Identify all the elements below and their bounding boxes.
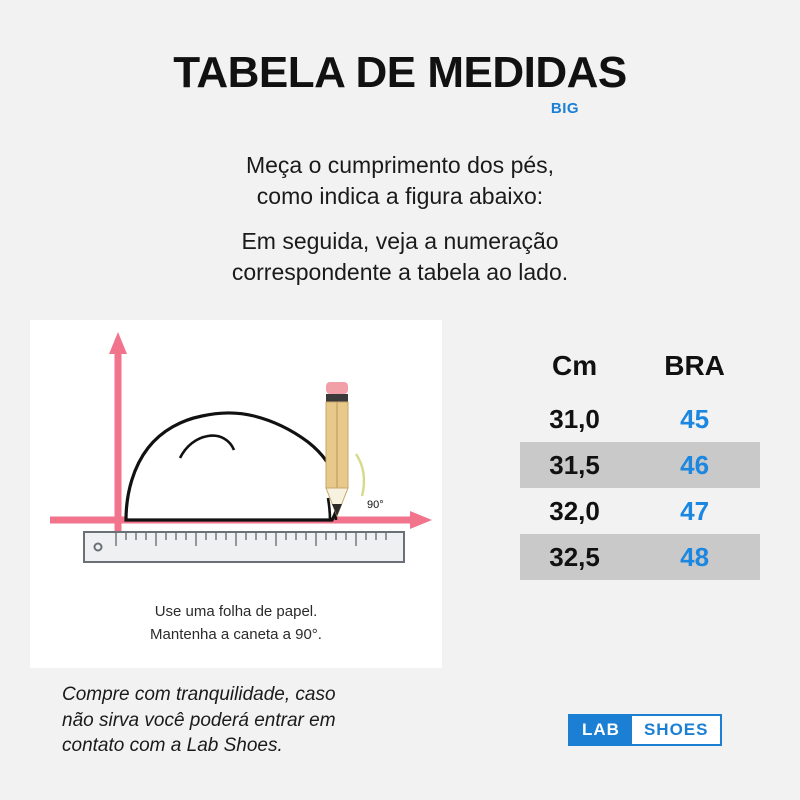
guarantee-note-line-1: Compre com tranquilidade, caso <box>62 684 336 705</box>
pencil-icon <box>326 382 348 516</box>
foot-outline <box>126 413 338 520</box>
instructions-line-4: correspondente a tabela ao lado. <box>231 259 569 286</box>
table-header-bra: BRA <box>664 350 725 381</box>
table-row <box>520 488 760 534</box>
brand-logo-lab: LAB <box>570 716 632 744</box>
instructions-paragraph-1 <box>0 150 800 212</box>
table-header-cm: Cm <box>552 350 598 381</box>
figure-caption-line-2: Mantenha a caneta a 90°. <box>150 625 322 643</box>
table-header-row <box>520 350 760 396</box>
table-cell-cm: 32,5 <box>520 534 629 580</box>
table-cell-bra: 45 <box>680 403 710 434</box>
brand-logo <box>568 714 722 746</box>
instructions-line-3: Em seguida, veja a numeração <box>241 228 559 255</box>
table-cell-bra: 48 <box>629 534 760 580</box>
figure-caption-line-1: Use uma folha de papel. <box>154 603 318 620</box>
instructions-block <box>0 150 800 288</box>
page-badge: BIG <box>550 100 580 117</box>
table-row <box>520 534 760 580</box>
instructions-line-2: como indica a figura abaixo: <box>256 183 544 210</box>
guarantee-note <box>62 682 442 759</box>
angle-label: 90° <box>367 499 384 511</box>
brand-logo-shoes: SHOES <box>632 716 721 744</box>
instructions-paragraph-2 <box>0 226 800 288</box>
table-cell-bra: 47 <box>680 495 710 526</box>
size-table <box>520 350 760 580</box>
measurement-figure-card <box>30 320 442 668</box>
guarantee-note-line-2: não sirva você poderá entrar em <box>62 709 336 731</box>
table-cell-cm: 31,5 <box>520 442 629 488</box>
table-cell-cm: 32,0 <box>549 495 600 526</box>
instructions-line-1: Meça o cumprimento dos pés, <box>245 152 555 178</box>
size-table-element <box>520 350 760 580</box>
figure-caption <box>30 601 442 646</box>
table-cell-bra: 46 <box>629 442 760 488</box>
angle-arc <box>356 454 364 496</box>
ruler-icon <box>84 532 404 562</box>
guarantee-note-line-3: contato com a Lab Shoes. <box>62 735 283 757</box>
page-title: TABELA DE MEDIDAS <box>173 48 627 97</box>
table-cell-cm: 31,0 <box>549 403 600 434</box>
table-row <box>520 442 760 488</box>
table-row <box>520 396 760 442</box>
